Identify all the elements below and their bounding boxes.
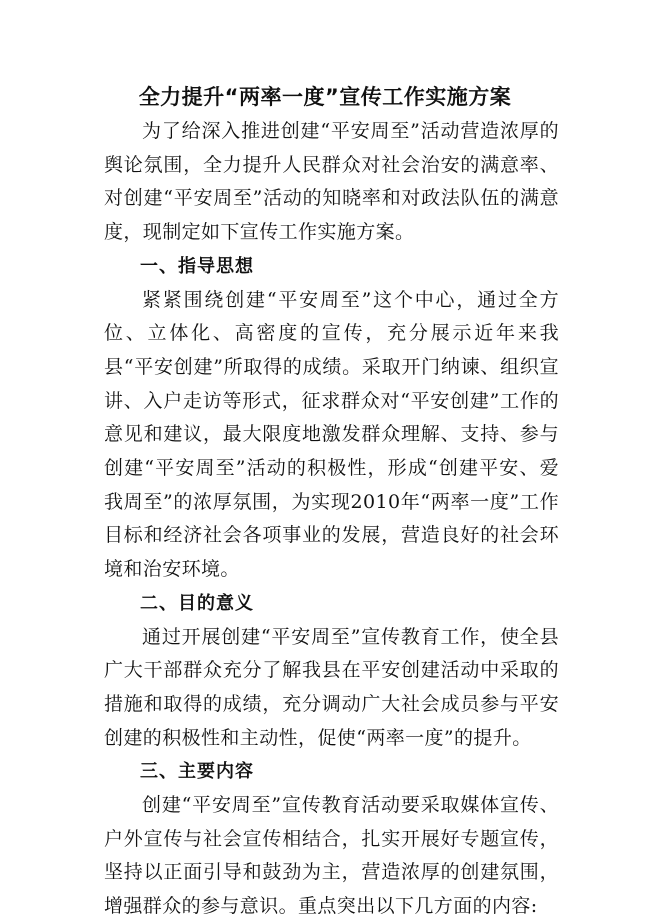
section-heading-main-content: 三、主要内容 bbox=[140, 761, 254, 783]
section-heading-purpose: 二、目的意义 bbox=[140, 592, 254, 614]
section-paragraph-guiding-ideology: 紧紧围绕创建“平安周至”这个中心，通过全方位、立体化、高密度的宣传，充分展示近年来我县“平安创建”所取得的成绩。采取开门纳谏、组织宣讲、入户走访等形式，征求群众对“平安创建”工作的意见和建议，最大限度地激发群众理解、支持、参与创建“平安周至”活动的积极性，形成“创建平安、爱我周至”的浓厚氛围，为实现2010年“两率一度”工作目标和经济社会各项事业的发展，营造良好的社会环境和治安环境。 bbox=[104, 288, 559, 581]
document-body bbox=[104, 115, 559, 924]
document-title: 全力提升“两率一度”宣传工作实施方案 bbox=[138, 85, 512, 109]
section-heading-guiding-ideology: 一、指导思想 bbox=[140, 255, 254, 277]
section-paragraph-main-content: 创建“平安周至”宣传教育活动要采取媒体宣传、户外宣传与社会宣传相结合，扎实开展好专题宣传，坚持以正面引导和鼓劲为主，营造浓厚的创建氛围，增强群众的参与意识。重点突出以下几方面的内容: bbox=[104, 794, 559, 918]
intro-paragraph: 为了给深入推进创建“平安周至”活动营造浓厚的舆论氛围，全力提升人民群众对社会治安的满意率、对创建“平安周至”活动的知晓率和对政法队伍的满意度，现制定如下宣传工作实施方案。 bbox=[104, 120, 559, 244]
section-paragraph-purpose: 通过开展创建“平安周至”宣传教育工作，使全县广大干部群众充分了解我县在平安创建活动中采取的措施和取得的成绩，充分调动广大社会成员参与平安创建的积极性和主动性，促使“两率一度”的提升。 bbox=[104, 625, 559, 749]
